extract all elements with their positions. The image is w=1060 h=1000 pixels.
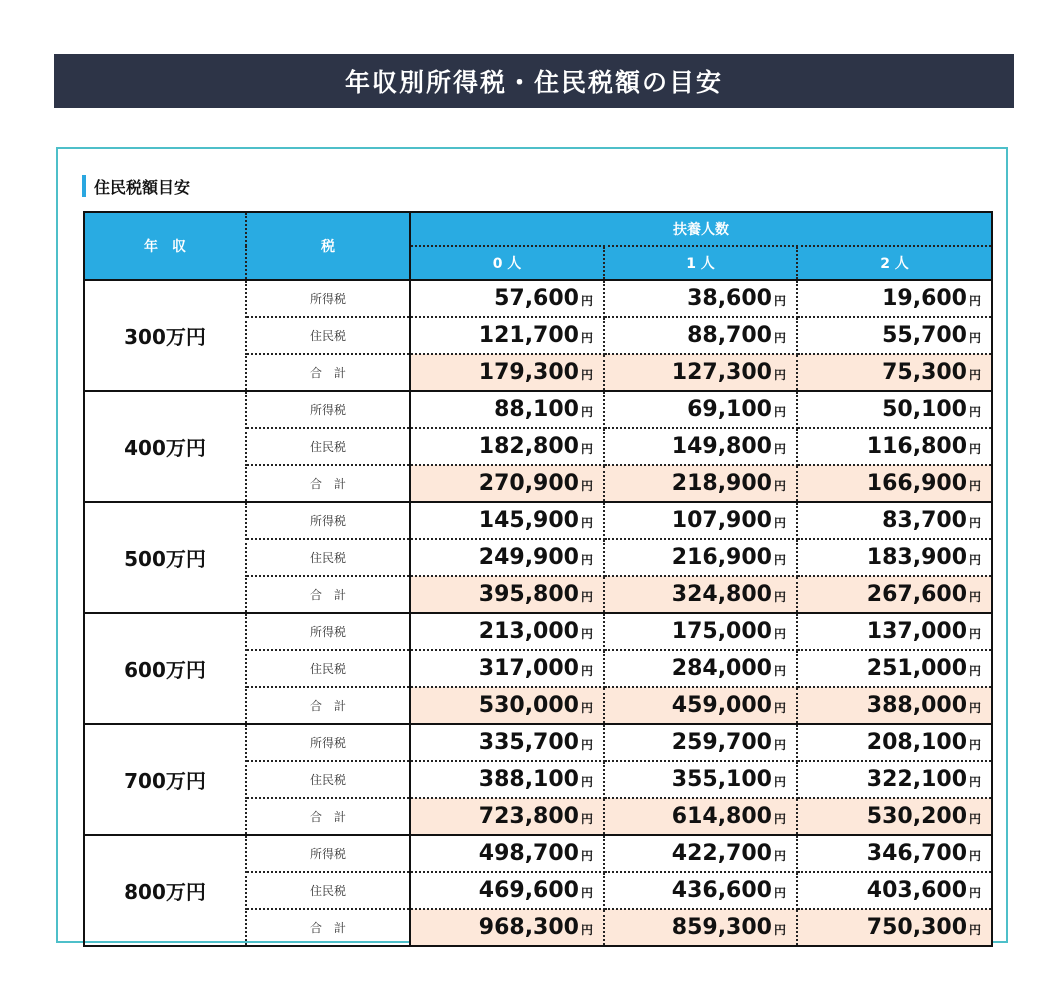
amount-cell — [410, 428, 604, 465]
tax-type-cell: 合 計 — [246, 909, 410, 946]
amount-value: 614,800 — [671, 804, 772, 829]
amount-value: 19,600 — [882, 286, 967, 311]
amount-value: 267,600 — [866, 582, 967, 607]
tax-type-cell: 合 計 — [246, 354, 410, 391]
amount-value: 270,900 — [478, 471, 579, 496]
tax-type-cell: 所得税 — [246, 724, 410, 761]
amount-value: 322,100 — [866, 767, 967, 792]
yen-unit: 円 — [969, 590, 982, 604]
amount-cell — [410, 280, 604, 317]
amount-value: 750,300 — [866, 915, 967, 940]
amount-value: 121,700 — [478, 323, 579, 348]
yen-unit: 円 — [773, 664, 786, 678]
amount-value: 145,900 — [478, 508, 579, 533]
yen-unit: 円 — [969, 849, 982, 863]
amount-cell — [410, 761, 604, 798]
amount-cell — [410, 724, 604, 761]
amount-value: 324,800 — [671, 582, 772, 607]
amount-cell — [604, 724, 797, 761]
yen-unit: 円 — [580, 368, 593, 382]
tax-type-cell: 住民税 — [246, 872, 410, 909]
amount-cell — [797, 391, 992, 428]
amount-cell — [410, 576, 604, 613]
yen-unit: 円 — [580, 627, 593, 641]
amount-cell — [410, 650, 604, 687]
amount-cell — [604, 613, 797, 650]
header-dependents-2: 2 人 — [797, 246, 992, 280]
amount-cell — [797, 613, 992, 650]
amount-cell — [604, 354, 797, 391]
yen-unit: 円 — [969, 479, 982, 493]
tax-type-cell: 所得税 — [246, 613, 410, 650]
yen-unit: 円 — [580, 405, 593, 419]
yen-unit: 円 — [773, 775, 786, 789]
tax-type-cell: 合 計 — [246, 465, 410, 502]
tax-type-cell: 住民税 — [246, 428, 410, 465]
yen-unit: 円 — [969, 738, 982, 752]
yen-unit: 円 — [773, 442, 786, 456]
yen-unit: 円 — [580, 775, 593, 789]
yen-unit: 円 — [580, 479, 593, 493]
yen-unit: 円 — [969, 516, 982, 530]
amount-cell — [797, 798, 992, 835]
amount-value: 50,100 — [882, 397, 967, 422]
yen-unit: 円 — [773, 923, 786, 937]
amount-value: 388,100 — [478, 767, 579, 792]
amount-cell — [797, 687, 992, 724]
yen-unit: 円 — [580, 738, 593, 752]
amount-value: 723,800 — [478, 804, 579, 829]
amount-cell — [410, 835, 604, 872]
amount-value: 213,000 — [478, 619, 579, 644]
amount-cell — [797, 650, 992, 687]
header-dependents-0: 0 人 — [410, 246, 604, 280]
amount-value: 218,900 — [671, 471, 772, 496]
amount-value: 83,700 — [882, 508, 967, 533]
amount-cell — [604, 650, 797, 687]
amount-cell — [797, 761, 992, 798]
amount-cell — [797, 835, 992, 872]
amount-cell — [604, 576, 797, 613]
income-cell: 700万円 — [84, 724, 246, 835]
amount-cell — [410, 465, 604, 502]
tax-type-cell: 合 計 — [246, 576, 410, 613]
amount-value: 403,600 — [866, 878, 967, 903]
yen-unit: 円 — [773, 627, 786, 641]
yen-unit: 円 — [773, 849, 786, 863]
amount-cell — [410, 909, 604, 946]
amount-value: 137,000 — [866, 619, 967, 644]
amount-value: 116,800 — [866, 434, 967, 459]
amount-value: 459,000 — [671, 693, 772, 718]
yen-unit: 円 — [969, 627, 982, 641]
yen-unit: 円 — [773, 294, 786, 308]
income-cell: 500万円 — [84, 502, 246, 613]
amount-cell — [797, 428, 992, 465]
yen-unit: 円 — [969, 812, 982, 826]
yen-unit: 円 — [773, 405, 786, 419]
amount-value: 251,000 — [866, 656, 967, 681]
amount-cell — [604, 872, 797, 909]
amount-value: 388,000 — [866, 693, 967, 718]
income-cell: 400万円 — [84, 391, 246, 502]
yen-unit: 円 — [969, 368, 982, 382]
yen-unit: 円 — [773, 479, 786, 493]
yen-unit: 円 — [773, 331, 786, 345]
yen-unit: 円 — [773, 886, 786, 900]
amount-cell — [797, 465, 992, 502]
amount-value: 88,100 — [494, 397, 579, 422]
yen-unit: 円 — [773, 516, 786, 530]
amount-value: 127,300 — [671, 360, 772, 385]
tax-type-cell: 所得税 — [246, 835, 410, 872]
income-cell: 300万円 — [84, 280, 246, 391]
amount-cell — [797, 539, 992, 576]
amount-value: 149,800 — [671, 434, 772, 459]
amount-cell — [797, 872, 992, 909]
amount-cell — [410, 872, 604, 909]
amount-value: 317,000 — [478, 656, 579, 681]
yen-unit: 円 — [580, 590, 593, 604]
amount-value: 436,600 — [671, 878, 772, 903]
amount-value: 208,100 — [866, 730, 967, 755]
section-label-text: 住民税額目安 — [94, 177, 191, 197]
income-cell: 800万円 — [84, 835, 246, 946]
amount-cell — [797, 576, 992, 613]
yen-unit: 円 — [580, 812, 593, 826]
amount-cell — [797, 909, 992, 946]
tax-type-cell: 住民税 — [246, 539, 410, 576]
yen-unit: 円 — [580, 701, 593, 715]
amount-value: 57,600 — [494, 286, 579, 311]
table-row — [84, 391, 992, 428]
amount-cell — [797, 724, 992, 761]
tax-type-cell: 住民税 — [246, 650, 410, 687]
amount-cell — [604, 798, 797, 835]
amount-cell — [410, 798, 604, 835]
amount-value: 183,900 — [866, 545, 967, 570]
amount-cell — [604, 280, 797, 317]
amount-cell — [797, 502, 992, 539]
amount-value: 395,800 — [478, 582, 579, 607]
amount-value: 69,100 — [687, 397, 772, 422]
amount-cell — [604, 391, 797, 428]
amount-value: 968,300 — [478, 915, 579, 940]
amount-value: 469,600 — [478, 878, 579, 903]
amount-value: 355,100 — [671, 767, 772, 792]
amount-cell — [797, 280, 992, 317]
amount-value: 530,200 — [866, 804, 967, 829]
tax-type-cell: 所得税 — [246, 280, 410, 317]
amount-cell — [797, 317, 992, 354]
amount-cell — [604, 465, 797, 502]
yen-unit: 円 — [773, 812, 786, 826]
amount-value: 249,900 — [478, 545, 579, 570]
amount-cell — [410, 502, 604, 539]
amount-cell — [410, 354, 604, 391]
amount-value: 88,700 — [687, 323, 772, 348]
income-cell: 600万円 — [84, 613, 246, 724]
table-row — [84, 724, 992, 761]
amount-cell — [410, 613, 604, 650]
yen-unit: 円 — [773, 738, 786, 752]
amount-value: 55,700 — [882, 323, 967, 348]
amount-value: 859,300 — [671, 915, 772, 940]
amount-cell — [410, 391, 604, 428]
accent-bar — [82, 175, 86, 197]
yen-unit: 円 — [969, 664, 982, 678]
amount-value: 179,300 — [478, 360, 579, 385]
tax-type-cell: 住民税 — [246, 761, 410, 798]
amount-cell — [604, 687, 797, 724]
amount-value: 259,700 — [671, 730, 772, 755]
amount-cell — [604, 428, 797, 465]
yen-unit: 円 — [969, 294, 982, 308]
yen-unit: 円 — [580, 849, 593, 863]
yen-unit: 円 — [580, 886, 593, 900]
amount-cell — [604, 761, 797, 798]
yen-unit: 円 — [969, 442, 982, 456]
yen-unit: 円 — [969, 405, 982, 419]
amount-value: 38,600 — [687, 286, 772, 311]
amount-cell — [410, 317, 604, 354]
amount-cell — [410, 539, 604, 576]
amount-cell — [797, 354, 992, 391]
yen-unit: 円 — [773, 368, 786, 382]
yen-unit: 円 — [580, 294, 593, 308]
amount-cell — [604, 835, 797, 872]
yen-unit: 円 — [580, 923, 593, 937]
amount-value: 284,000 — [671, 656, 772, 681]
table-row — [84, 502, 992, 539]
tax-type-cell: 所得税 — [246, 391, 410, 428]
tax-type-cell: 合 計 — [246, 687, 410, 724]
amount-value: 216,900 — [671, 545, 772, 570]
yen-unit: 円 — [969, 553, 982, 567]
table-row — [84, 835, 992, 872]
amount-cell — [410, 687, 604, 724]
page-title: 年収別所得税・住民税額の目安 — [54, 54, 1014, 108]
amount-value: 166,900 — [866, 471, 967, 496]
table-row — [84, 280, 992, 317]
amount-value: 498,700 — [478, 841, 579, 866]
header-dependents: 扶養人数 — [410, 212, 992, 246]
amount-cell — [604, 909, 797, 946]
amount-cell — [604, 317, 797, 354]
yen-unit: 円 — [969, 886, 982, 900]
yen-unit: 円 — [969, 701, 982, 715]
section-label — [82, 174, 190, 198]
yen-unit: 円 — [580, 442, 593, 456]
amount-value: 182,800 — [478, 434, 579, 459]
tax-table — [83, 211, 993, 947]
amount-value: 75,300 — [882, 360, 967, 385]
header-dependents-1: 1 人 — [604, 246, 797, 280]
amount-value: 530,000 — [478, 693, 579, 718]
table-row — [84, 613, 992, 650]
amount-value: 422,700 — [671, 841, 772, 866]
amount-cell — [604, 539, 797, 576]
tax-type-cell: 住民税 — [246, 317, 410, 354]
amount-cell — [604, 502, 797, 539]
amount-value: 335,700 — [478, 730, 579, 755]
tax-type-cell: 所得税 — [246, 502, 410, 539]
tax-type-cell: 合 計 — [246, 798, 410, 835]
yen-unit: 円 — [969, 331, 982, 345]
yen-unit: 円 — [969, 923, 982, 937]
header-tax: 税 — [246, 212, 410, 280]
yen-unit: 円 — [580, 553, 593, 567]
yen-unit: 円 — [773, 701, 786, 715]
yen-unit: 円 — [580, 516, 593, 530]
header-income: 年 収 — [84, 212, 246, 280]
yen-unit: 円 — [969, 775, 982, 789]
yen-unit: 円 — [773, 590, 786, 604]
yen-unit: 円 — [580, 331, 593, 345]
yen-unit: 円 — [580, 664, 593, 678]
amount-value: 107,900 — [671, 508, 772, 533]
amount-value: 175,000 — [671, 619, 772, 644]
yen-unit: 円 — [773, 553, 786, 567]
amount-value: 346,700 — [866, 841, 967, 866]
